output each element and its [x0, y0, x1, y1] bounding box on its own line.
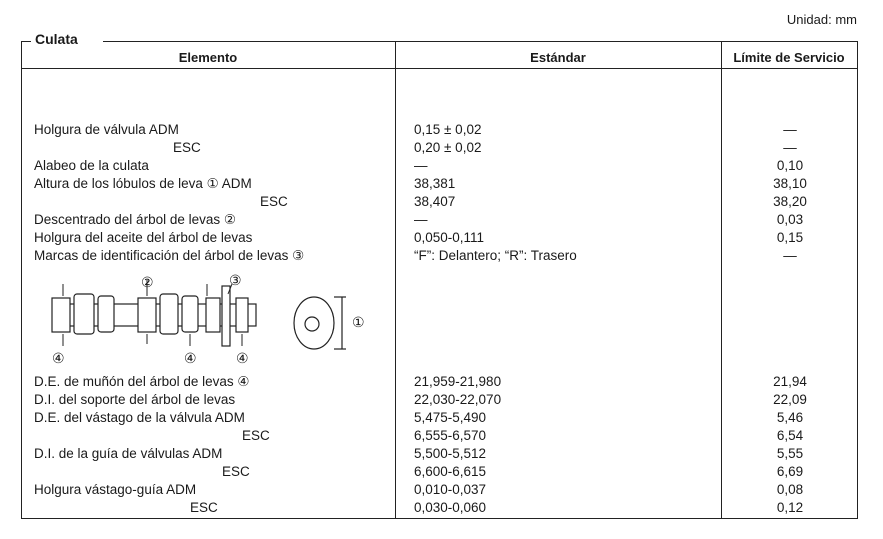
row-element: D.I. del soporte del árbol de levas — [34, 392, 236, 407]
row-limit: 21,94 — [773, 374, 807, 389]
row-standard: 38,381 — [414, 176, 456, 191]
row-sub: ESC — [222, 464, 250, 479]
row-standard: 0,030-0,060 — [414, 500, 487, 515]
lobe-1 — [74, 294, 94, 334]
column-divider-1 — [395, 41, 396, 519]
row-limit: — — [783, 140, 797, 155]
row-limit: 0,15 — [776, 230, 804, 245]
lobe-3 — [160, 294, 178, 334]
row-standard: 0,20 ± 0,02 — [414, 140, 482, 155]
row-standard: 6,600-6,615 — [414, 464, 487, 479]
row-limit: 38,10 — [773, 176, 807, 191]
row-element: Holgura vástago-guía ADM — [34, 482, 197, 497]
row-standard: 22,030-22,070 — [414, 392, 502, 407]
lobe-4 — [182, 296, 198, 332]
row-limit: — — [783, 248, 797, 263]
row-element: Marcas de identificación del árbol de levas ③ — [34, 248, 305, 263]
flange — [222, 286, 230, 346]
lobe-end-bore — [305, 317, 319, 331]
column-divider-left — [21, 41, 22, 519]
header-element: Elemento — [178, 50, 238, 65]
row-standard: 6,555-6,570 — [414, 428, 487, 443]
journal-2 — [138, 298, 156, 332]
callout-4-label-b: ④ — [184, 350, 197, 366]
row-element: Holgura de válvula ADM — [34, 122, 179, 137]
row-element: Descentrado del árbol de levas ② — [34, 212, 236, 227]
row-standard: — — [414, 212, 428, 227]
row-standard: 5,475-5,490 — [414, 410, 487, 425]
row-standard: “F”: Delantero; “R”: Trasero — [414, 248, 577, 263]
row-limit: 22,09 — [773, 392, 807, 407]
row-element: D.E. de muñón del árbol de levas ④ — [34, 374, 250, 389]
row-limit: 0,10 — [776, 158, 804, 173]
row-element: Altura de los lóbulos de leva ① ADM — [34, 176, 252, 191]
row-element: Holgura del aceite del árbol de levas — [34, 230, 253, 245]
row-limit: 0,12 — [776, 500, 804, 515]
section-title: Culata — [35, 31, 78, 47]
row-standard: 0,010-0,037 — [414, 482, 487, 497]
bottom-border — [21, 518, 858, 519]
row-limit: 6,69 — [776, 464, 804, 479]
column-divider-2 — [721, 41, 722, 519]
row-sub: ESC — [242, 428, 270, 443]
row-element: D.I. de la guía de válvulas ADM — [34, 446, 223, 461]
row-standard: 5,500-5,512 — [414, 446, 487, 461]
row-element: Alabeo de la culata — [34, 158, 149, 173]
callout-3-label: ③ — [229, 272, 242, 288]
row-limit: 0,03 — [776, 212, 804, 227]
row-limit: 5,46 — [776, 410, 804, 425]
callout-1-label: ① — [352, 314, 365, 330]
header-limit: Límite de Servicio — [733, 50, 845, 65]
row-standard: 0,15 ± 0,02 — [414, 122, 482, 137]
unit-label: Unidad: mm — [786, 12, 857, 27]
row-standard: 38,407 — [414, 194, 456, 209]
header-standard: Estándar — [530, 50, 586, 65]
row-limit: — — [783, 122, 797, 137]
row-standard: 0,050-0,111 — [414, 230, 485, 245]
row-element: D.E. del vástago de la válvula ADM — [34, 410, 245, 425]
row-sub: ESC — [260, 194, 288, 209]
journal-4 — [236, 298, 248, 332]
row-limit: 5,55 — [776, 446, 804, 461]
callout-4-label-a: ④ — [52, 350, 65, 366]
header-divider — [21, 68, 858, 69]
journal-1 — [52, 298, 70, 332]
row-sub: ESC — [190, 500, 218, 515]
column-divider-right — [857, 41, 858, 519]
row-standard: 21,959-21,980 — [414, 374, 502, 389]
row-limit: 38,20 — [773, 194, 807, 209]
row-standard: — — [414, 158, 428, 173]
row-limit: 0,08 — [776, 482, 804, 497]
lobe-2 — [98, 296, 114, 332]
top-border-left — [21, 41, 31, 42]
callout-4-label-c: ④ — [236, 350, 249, 366]
journal-3 — [206, 298, 220, 332]
callout-2-label: ② — [141, 274, 154, 290]
camshaft-diagram — [40, 268, 380, 372]
row-sub: ESC — [173, 140, 201, 155]
row-limit: 6,54 — [776, 428, 804, 443]
top-border — [103, 41, 858, 42]
